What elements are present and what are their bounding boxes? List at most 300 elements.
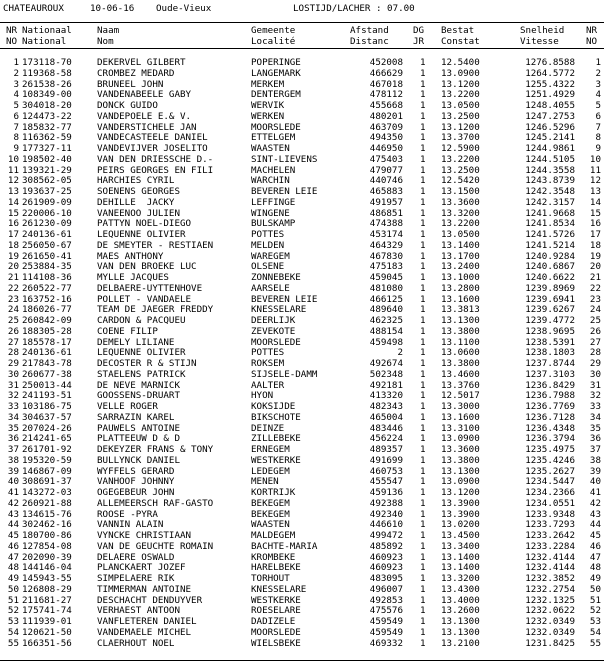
cell-dg: 1 [420, 218, 426, 230]
cell-rank: 12 [7, 175, 19, 187]
cell-distance: 489640 [369, 304, 403, 316]
cell-national: 166351-56 [22, 637, 72, 649]
cell-speed: 1246.5296 [525, 121, 575, 133]
cell-national: 202090-39 [22, 551, 72, 563]
cell-rank-right: 39 [589, 465, 601, 477]
cell-national: 260677-38 [22, 368, 72, 380]
cell-time: 13.2100 [441, 637, 480, 649]
cell-rank-right: 28 [589, 347, 601, 359]
cell-time: 13.1200 [441, 121, 480, 133]
cell-speed: 1241.5726 [525, 229, 575, 240]
cell-name: COENE FILIP [97, 325, 158, 337]
cell-dg: 1 [420, 358, 426, 369]
cell-time: 13.1300 [441, 465, 480, 477]
table-row [0, 445, 604, 456]
cell-locality: POPERINGE [251, 57, 301, 68]
cell-rank-right: 4 [595, 89, 601, 101]
cell-national: 214241-65 [22, 433, 72, 445]
cell-dg: 1 [420, 121, 426, 133]
cell-dg: 1 [420, 132, 426, 144]
cell-national: 103186-75 [22, 401, 72, 412]
cell-locality: WAASTEN [251, 143, 290, 154]
cell-dg: 1 [420, 153, 426, 165]
cell-national: 144146-04 [22, 562, 72, 574]
cell-time: 13.1000 [441, 272, 480, 283]
cell-locality: WIELSBEKE [251, 637, 301, 649]
cell-name: VANNIN ALAIN [97, 519, 164, 531]
cell-dg: 1 [420, 616, 426, 627]
cell-name: BULLYNCK DANIEL [97, 454, 180, 466]
cell-national: 185578-17 [22, 336, 72, 348]
cell-name: OGEGEBEUR JOHN [97, 487, 175, 498]
cell-distance: 492853 [369, 594, 403, 606]
cell-distance: 491957 [369, 196, 403, 208]
cell-locality: WAASTEN [251, 519, 290, 531]
cell-time: 13.1300 [441, 616, 480, 627]
col-locality: Gemeente Localité [251, 25, 296, 47]
cell-time: 13.1400 [441, 239, 480, 251]
cell-rank: 53 [7, 616, 19, 627]
cell-name: VANHOOF JOHNNY [97, 476, 175, 488]
cell-rank-right: 10 [589, 153, 601, 165]
cell-national: 302462-16 [22, 519, 72, 531]
cell-rank-right: 5 [595, 100, 601, 111]
cell-time: 13.3700 [441, 132, 480, 144]
cell-locality: WERVIK [251, 100, 285, 111]
cell-speed: 1241.8534 [525, 218, 575, 230]
table-row [0, 252, 604, 263]
table-row [0, 424, 604, 435]
cell-locality: BEVEREN LEIE [251, 186, 318, 197]
cell-national: 250013-44 [22, 379, 72, 391]
cell-national: 124473-22 [22, 110, 72, 122]
cell-time: 13.0900 [441, 67, 480, 79]
cell-time: 13.1200 [441, 487, 480, 498]
cell-rank-right: 24 [589, 304, 601, 316]
table-row [0, 381, 604, 392]
cell-rank: 3 [13, 78, 19, 90]
cell-dg: 1 [420, 433, 426, 445]
cell-locality: ROESELARE [251, 605, 301, 617]
cell-dg: 1 [420, 540, 426, 552]
cell-national: 126808-29 [22, 583, 72, 595]
cell-dg: 1 [420, 519, 426, 531]
cell-dg: 1 [420, 626, 426, 638]
cell-dg: 1 [420, 336, 426, 348]
cell-national: 304637-57 [22, 411, 72, 423]
cell-rank: 39 [7, 465, 19, 477]
cell-national: 195320-59 [22, 454, 72, 466]
cell-speed: 1236.7988 [525, 390, 575, 402]
cell-rank: 19 [7, 250, 19, 262]
cell-national: 134615-76 [22, 508, 72, 520]
cell-name: VANDERSTICHELE JAN [97, 121, 197, 133]
cell-rank-right: 52 [589, 605, 601, 617]
cell-distance: 485892 [369, 540, 403, 552]
cell-time: 12.5400 [441, 57, 480, 68]
cell-national: 116362-59 [22, 132, 72, 144]
cell-rank: 36 [7, 433, 19, 445]
cell-national: 220006-10 [22, 207, 72, 219]
cell-national: 146867-09 [22, 465, 72, 477]
cell-rank-right: 41 [589, 487, 601, 498]
cell-dg: 1 [420, 239, 426, 251]
race-date: 10-06-16 [90, 3, 135, 14]
cell-distance: 459549 [369, 616, 403, 627]
cell-speed: 1235.2627 [525, 465, 575, 477]
cell-name: GOOSSENS-DRUART [97, 390, 180, 402]
cell-speed: 1236.3794 [525, 433, 575, 445]
cell-distance: 413320 [369, 390, 403, 402]
cell-rank-right: 55 [589, 637, 601, 649]
cell-national: 261701-92 [22, 444, 72, 455]
table-row [0, 166, 604, 177]
table-row [0, 230, 604, 241]
cell-rank: 45 [7, 530, 19, 541]
bottom-rule [0, 660, 604, 661]
cell-distance: 475576 [369, 605, 403, 617]
cell-rank-right: 9 [595, 143, 601, 154]
cell-rank-right: 23 [589, 293, 601, 305]
cell-national: 175741-74 [22, 605, 72, 617]
cell-distance: 480201 [369, 110, 403, 122]
cell-distance: 462325 [369, 315, 403, 326]
cell-name: DONCK GUIDO [97, 100, 158, 111]
cell-rank: 38 [7, 454, 19, 466]
cell-time: 13.3200 [441, 207, 480, 219]
cell-distance: 492674 [369, 358, 403, 369]
cell-name: VELLE ROGER [97, 401, 158, 412]
cell-name: SIMPELAERE RIK [97, 573, 175, 584]
cell-rank: 5 [13, 100, 19, 111]
cell-rank: 33 [7, 401, 19, 412]
col-national: Nationaal National [22, 25, 72, 47]
table-row [0, 456, 604, 467]
cell-name: POLLET - VANDAELE [97, 293, 192, 305]
cell-name: CROMBEZ MEDARD [97, 67, 175, 79]
cell-locality: LEFFINGE [251, 196, 296, 208]
cell-national: 308562-05 [22, 175, 72, 187]
table-row [0, 520, 604, 531]
cell-rank-right: 35 [589, 422, 601, 434]
cell-name: PLATTEEUW D & D [97, 433, 180, 445]
cell-time: 13.1500 [441, 186, 480, 197]
cell-national: 163752-16 [22, 293, 72, 305]
cell-speed: 1232.0622 [525, 605, 575, 617]
cell-national: 207024-26 [22, 422, 72, 434]
cell-locality: WESTKERKE [251, 454, 301, 466]
cell-locality: DEINZE [251, 422, 285, 434]
table-row [0, 262, 604, 273]
cell-national: 217843-78 [22, 358, 72, 369]
table-row [0, 155, 604, 166]
cell-distance: 488154 [369, 325, 403, 337]
cell-locality: BEKEGEM [251, 508, 290, 520]
cell-dg: 1 [420, 293, 426, 305]
cell-rank-right: 7 [595, 121, 601, 133]
cell-rank: 18 [7, 239, 19, 251]
cell-locality: LANGEMARK [251, 67, 301, 79]
cell-rank: 51 [7, 594, 19, 606]
cell-speed: 1236.8429 [525, 379, 575, 391]
cell-rank-right: 2 [595, 67, 601, 79]
cell-rank-right: 21 [589, 272, 601, 283]
cell-dg: 1 [420, 497, 426, 509]
cell-distance: 502348 [369, 368, 403, 380]
cell-national: 120621-50 [22, 626, 72, 638]
cell-locality: ROKSEM [251, 358, 285, 369]
cell-rank-right: 43 [589, 508, 601, 520]
cell-distance: 455547 [369, 476, 403, 488]
cell-distance: 491699 [369, 454, 403, 466]
cell-locality: ZONNEBEKE [251, 272, 301, 283]
cell-speed: 1236.7128 [525, 411, 575, 423]
cell-distance: 452008 [369, 57, 403, 68]
cell-time: 13.3800 [441, 325, 480, 337]
cell-rank-right: 11 [589, 164, 601, 176]
cell-time: 13.2500 [441, 110, 480, 122]
cell-locality: KNESSELARE [251, 583, 307, 595]
cell-locality: SIJSELE-DAMM [251, 368, 318, 380]
cell-dg: 1 [420, 476, 426, 488]
cell-national: 186026-77 [22, 304, 72, 316]
cell-dg: 1 [420, 186, 426, 197]
cell-locality: WARCHIN [251, 175, 290, 187]
cell-dg: 1 [420, 583, 426, 595]
cell-dg: 1 [420, 368, 426, 380]
cell-dg: 1 [420, 164, 426, 176]
cell-dg: 1 [420, 315, 426, 326]
cell-name: VAN DE GEUCHTE ROMAIN [97, 540, 214, 552]
cell-speed: 1248.4055 [525, 100, 575, 111]
table-row [0, 69, 604, 80]
table-row [0, 327, 604, 338]
cell-rank: 55 [7, 637, 19, 649]
cell-distance: 440746 [369, 175, 403, 187]
cell-rank-right: 51 [589, 594, 601, 606]
cell-speed: 1236.7769 [525, 401, 575, 412]
table-row [0, 553, 604, 564]
cell-rank: 7 [13, 121, 19, 133]
cell-locality: ZILLEBEKE [251, 433, 301, 445]
cell-name: VANDEVIJVER JOSELITO [97, 143, 208, 154]
cell-locality: MOORSLEDE [251, 626, 301, 638]
table-row [0, 510, 604, 521]
cell-rank-right: 31 [589, 379, 601, 391]
cell-rank-right: 8 [595, 132, 601, 144]
cell-national: 261650-41 [22, 250, 72, 262]
cell-dg: 1 [420, 67, 426, 79]
cell-name: VANDEPOELE E.& V. [97, 110, 192, 122]
cell-rank: 34 [7, 411, 19, 423]
table-row [0, 209, 604, 220]
cell-time: 13.0900 [441, 433, 480, 445]
cell-rank: 29 [7, 358, 19, 369]
cell-locality: MOORSLEDE [251, 336, 301, 348]
cell-distance: 459498 [369, 336, 403, 348]
table-row [0, 80, 604, 91]
cell-time: 13.3400 [441, 540, 480, 552]
cell-rank-right: 6 [595, 110, 601, 122]
cell-speed: 1235.4975 [525, 444, 575, 455]
cell-distance: 463709 [369, 121, 403, 133]
table-row [0, 402, 604, 413]
cell-dg: 1 [420, 562, 426, 574]
cell-distance: 499472 [369, 530, 403, 541]
cell-locality: HARELBEKE [251, 562, 301, 574]
cell-name: HARCHIES CYRIL [97, 175, 175, 187]
cell-time: 13.2200 [441, 218, 480, 230]
cell-name: DEMELY LILIANE [97, 336, 175, 348]
table-row [0, 241, 604, 252]
cell-rank-right: 33 [589, 401, 601, 412]
cell-dg: 1 [420, 551, 426, 563]
table-row [0, 112, 604, 123]
cell-rank: 50 [7, 583, 19, 595]
cell-time: 12.5420 [441, 175, 480, 187]
cell-name: DESCHACHT DENDUYVER [97, 594, 203, 606]
cell-speed: 1244.9861 [525, 143, 575, 154]
cell-rank: 13 [7, 186, 19, 197]
table-row [0, 563, 604, 574]
cell-time: 13.3900 [441, 508, 480, 520]
cell-speed: 1240.6867 [525, 261, 575, 273]
cell-speed: 1276.8588 [525, 57, 575, 68]
cell-name: DE SMEYTER - RESTIAEN [97, 239, 214, 251]
cell-locality: MACHELEN [251, 164, 296, 176]
cell-rank-right: 32 [589, 390, 601, 402]
cell-rank: 10 [7, 153, 19, 165]
cell-rank: 14 [7, 196, 19, 208]
cell-distance: 456224 [369, 433, 403, 445]
cell-rank-right: 19 [589, 250, 601, 262]
cell-distance: 446610 [369, 519, 403, 531]
cell-speed: 1232.4144 [525, 562, 575, 574]
cell-distance: 459045 [369, 272, 403, 283]
cell-distance: 464329 [369, 239, 403, 251]
col-name: Naam Nom [97, 25, 120, 47]
cell-rank-right: 25 [589, 315, 601, 326]
cell-locality: TORHOUT [251, 573, 290, 584]
cell-speed: 1247.2753 [525, 110, 575, 122]
cell-distance: 460923 [369, 562, 403, 574]
cell-locality: BIKSCHOTE [251, 411, 301, 423]
cell-rank: 54 [7, 626, 19, 638]
cell-rank-right: 53 [589, 616, 601, 627]
cell-distance: 466125 [369, 293, 403, 305]
cell-name: DE NEVE MARNICK [97, 379, 180, 391]
cell-name: BRUNEEL JOHN [97, 78, 164, 90]
cell-national: 108349-00 [22, 89, 72, 101]
cell-speed: 1242.3157 [525, 196, 575, 208]
cell-name: STAELENS PATRICK [97, 368, 186, 380]
cell-time: 13.4500 [441, 530, 480, 541]
cell-distance: 467830 [369, 250, 403, 262]
cell-dg: 1 [420, 444, 426, 455]
cell-name: MAES ANTHONY [97, 250, 164, 262]
cell-dg: 1 [420, 487, 426, 498]
cell-name: DECOSTER R & STIJN [97, 358, 197, 369]
cell-rank-right: 40 [589, 476, 601, 488]
cell-distance: 496007 [369, 583, 403, 595]
cell-national: 198502-40 [22, 153, 72, 165]
cell-dg: 1 [420, 508, 426, 520]
cell-time: 13.3760 [441, 379, 480, 391]
cell-distance: 460753 [369, 465, 403, 477]
cell-dg: 1 [420, 272, 426, 283]
cell-dg: 1 [420, 379, 426, 391]
cell-locality: KROMBEKE [251, 551, 296, 563]
cell-speed: 1251.4929 [525, 89, 575, 101]
cell-rank: 8 [13, 132, 19, 144]
cell-locality: BULSKAMP [251, 218, 296, 230]
table-row [0, 338, 604, 349]
table-row [0, 58, 604, 69]
cell-rank: 9 [13, 143, 19, 154]
header-rule [0, 48, 604, 49]
cell-rank-right: 26 [589, 325, 601, 337]
cell-speed: 1233.9348 [525, 508, 575, 520]
cell-time: 13.4000 [441, 594, 480, 606]
table-row [0, 391, 604, 402]
cell-time: 13.3900 [441, 497, 480, 509]
cell-rank: 27 [7, 336, 19, 348]
cell-time: 13.2200 [441, 89, 480, 101]
cell-locality: HYON [251, 390, 274, 402]
cell-distance: 492340 [369, 508, 403, 520]
cell-locality: AALTER [251, 379, 285, 391]
cell-distance: 486851 [369, 207, 403, 219]
cell-time: 13.1300 [441, 315, 480, 326]
cell-locality: KORTRIJK [251, 487, 296, 498]
cell-locality: KNESSELARE [251, 304, 307, 316]
cell-time: 13.3800 [441, 454, 480, 466]
cell-distance: 469332 [369, 637, 403, 649]
cell-speed: 1243.8739 [525, 175, 575, 187]
cell-dg: 1 [420, 304, 426, 316]
cell-speed: 1234.2366 [525, 487, 575, 498]
cell-rank: 37 [7, 444, 19, 455]
cell-national: 193637-25 [22, 186, 72, 197]
cell-time: 13.2800 [441, 282, 480, 294]
cell-rank-right: 45 [589, 530, 601, 541]
cell-speed: 1235.4246 [525, 454, 575, 466]
cell-distance: 453174 [369, 229, 403, 240]
cell-rank-right: 37 [589, 444, 601, 455]
cell-distance: 475403 [369, 153, 403, 165]
cell-time: 12.5017 [441, 390, 480, 402]
cell-rank-right: 38 [589, 454, 601, 466]
col-distance: Afstand Distanc [350, 25, 389, 47]
cell-distance: 482343 [369, 401, 403, 412]
cell-name: DEKERVEL GILBERT [97, 57, 186, 68]
cell-dg: 1 [420, 573, 426, 584]
cell-time: 13.3200 [441, 573, 480, 584]
cell-distance: 459549 [369, 626, 403, 638]
cell-time: 13.0200 [441, 519, 480, 531]
cell-national: 308691-37 [22, 476, 72, 488]
cell-rank: 46 [7, 540, 19, 552]
cell-rank: 22 [7, 282, 19, 294]
cell-name: CARDON & PACQUEU [97, 315, 186, 326]
cell-rank-right: 46 [589, 540, 601, 552]
cell-rank-right: 49 [589, 573, 601, 584]
cell-speed: 1232.0349 [525, 616, 575, 627]
cell-rank-right: 29 [589, 358, 601, 369]
results-table [0, 58, 604, 649]
cell-time: 13.0500 [441, 229, 480, 240]
cell-national: 260921-88 [22, 497, 72, 509]
